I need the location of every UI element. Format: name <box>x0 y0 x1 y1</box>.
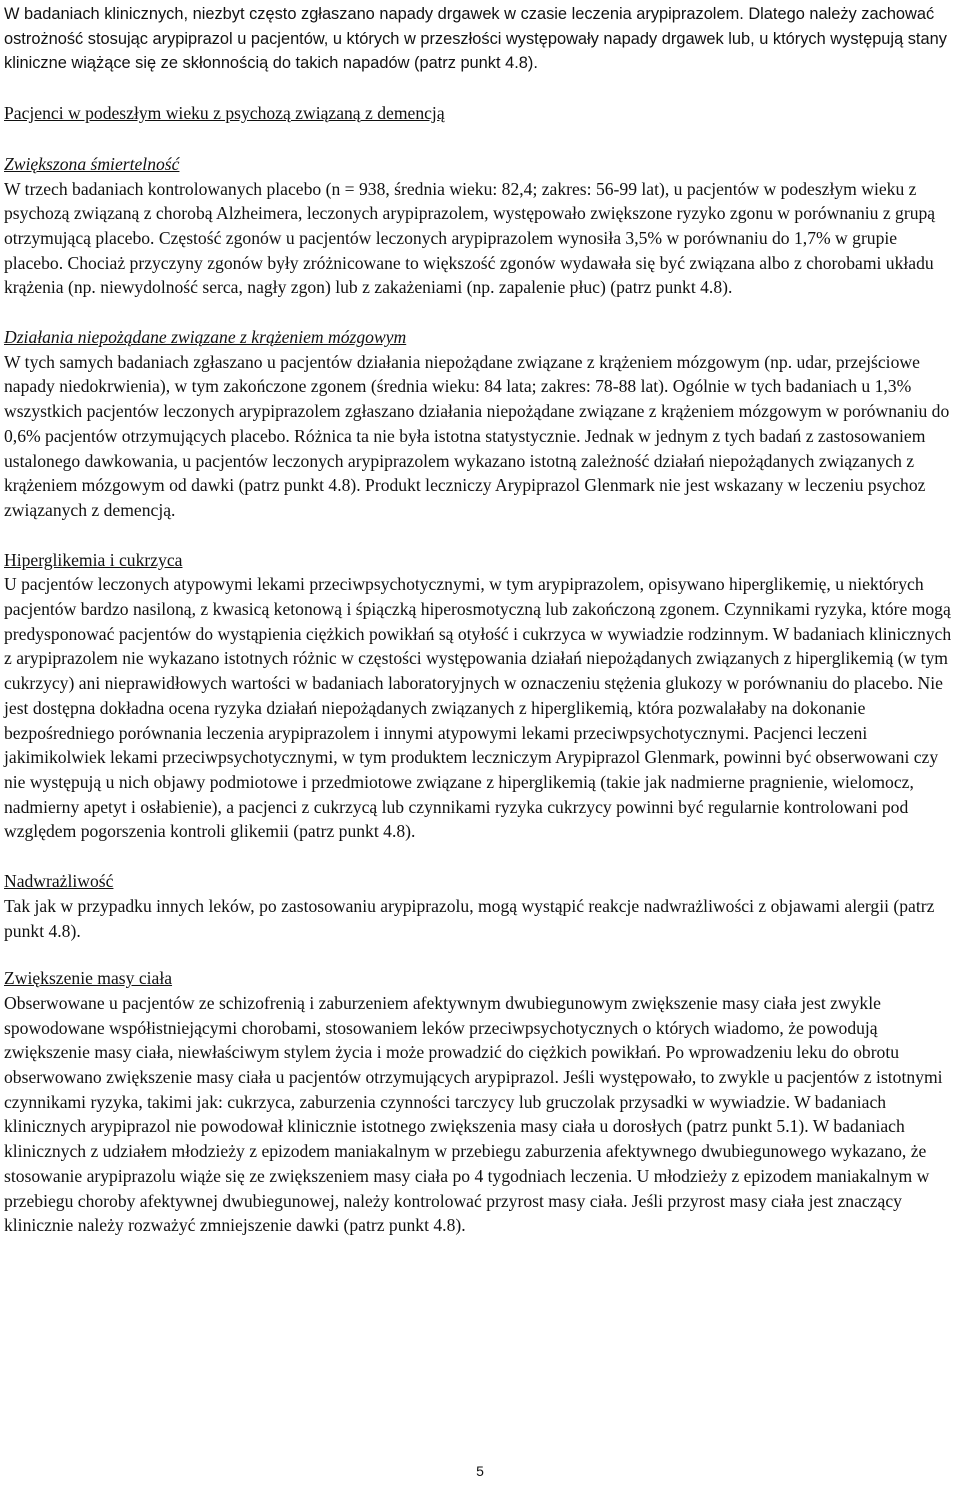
cerebrovascular-paragraph: W tych samych badaniach zgłaszano u pacjentów działania niepożądane związane z krążeniem mózgowym (np. udar, przejściowe napady niedokrwienia), w tym zakończone zgonem (średnia wieku: 84 lata; zakres: 78-88 lat). Ogólnie w tych badaniach u 1,3% wszystkich pacjentów leczonych arypiprazolem zgłaszano działania niepożądane związane z krążeniem mózgowym w porównaniu do 0,6% pacjentów otrzymujących placebo. Różnica ta nie była istotna statystycznie. Jednak w jednym z tych badań z zastosowaniem ustalonego dawkowania, u pacjentów leczonych arypiprazolem wykazano istotną zależność działań niepożądanych związanych z krążeniem mózgowym od dawki (patrz punkt 4.8). Produkt leczniczy Arypiprazol Glenmark nie jest wskazany w leczeniu psychoz związanych z demencją. <box>4 351 950 520</box>
weight-gain-paragraph: Obserwowane u pacjentów ze schizofrenią i zaburzeniem afektywnym dwubiegunowym zwiększenie masy ciała jest zwykle spowodowane współistniejącymi chorobami, stosowaniem leków przeciwpsychotycznych o których wiadomo, że powodują zwiększenie masy ciała, niewłaściwym stylem życia i może prowadzić do ciężkich powikłań. Po wprowadzeniu leku do obrotu obserwowano zwiększenie masy ciała u pacjentów otrzymujących arypiprazol. Jeśli występowało, to zwykle u pacjentów z istotnymi czynnikami ryzyka, takimi jak: cukrzyca, zaburzenia czynności tarczycy lub gruczolak przysadki w wywiadzie. W badaniach klinicznych arypiprazol nie powodował klinicznie istotnego zwiększenia masy ciała u dorosłych (patrz punkt 5.1). W badaniach klinicznych z udziałem młodzieży z epizodem maniakalnym w przebiegu zaburzenia afektywnego dwubiegunowego wykazano, że stosowanie arypiprazolu wiąże się ze zwiększeniem masy ciała po 4 tygodniach leczenia. U młodzieży z epizodem maniakalnym w przebiegu choroby afektywnej dwubiegunowej, należy kontrolować przyrost masy ciała. Jeśli przyrost masy ciała jest znaczący klinicznie należy rozważyć zmniejszenie dawki (patrz punkt 4.8). <box>4 992 943 1236</box>
weight-gain-heading: Zwiększenie masy ciała <box>4 968 173 989</box>
hyperglycemia-heading: Hiperglikemia i cukrzyca <box>4 549 183 570</box>
cerebrovascular-heading: Działania niepożądane związane z krążeniem mózgowym <box>4 327 407 348</box>
hypersensitivity-heading: Nadwrażliwość <box>4 871 114 892</box>
elderly-dementia-heading: Pacjenci w podeszłym wieku z psychozą związaną z demencją <box>4 103 445 124</box>
hypersensitivity-paragraph: Tak jak w przypadku innych leków, po zastosowaniu arypiprazolu, mogą wystąpić reakcje nadwrażliwości z objawami alergii (patrz punkt 4.8). <box>4 895 935 941</box>
page-number: 5 <box>476 1463 484 1479</box>
mortality-paragraph: W trzech badaniach kontrolowanych placebo (n = 938, średnia wieku: 82,4; zakres: 56-99 lat), u pacjentów w podeszłym wieku z psychozą związaną z chorobą Alzheimera, leczonych arypiprazolem, występowało zwiększone ryzyko zgonu w porównaniu z grupą otrzymującą placebo. Częstość zgonów u pacjentów leczonych arypiprazolem wynosiła 3,5% w porównaniu do 1,7% w grupie placebo. Chociaż przyczyny zgonów były zróżnicowane to większość zgonów wydawała się być związana albo z chorobami układu krążenia (np. niewydolność serca, nagły zgon) lub z zakażeniami (np. zapalenie płuc) (patrz punkt 4.8). <box>4 178 936 298</box>
document-page <box>4 2 958 1238</box>
seizures-paragraph: W badaniach klinicznych, niezbyt często zgłaszano napady drgawek w czasie leczenia arypiprazolem. Dlatego należy zachować ostrożność stosując arypiprazol u pacjentów, u których w przeszłości występowały napady drgawek lub, u których występują stany kliniczne wiążące się ze skłonnością do takich napadów (patrz punkt 4.8). <box>4 5 947 73</box>
hyperglycemia-paragraph: U pacjentów leczonych atypowymi lekami przeciwpsychotycznymi, w tym arypiprazolem, opisywano hiperglikemię, u niektórych pacjentów bardzo nasiloną, z kwasicą ketonową i śpiączką hiperosmotyczną lub zakończoną zgonem. Czynnikami ryzyka, które mogą predysponować pacjentów do wystąpienia ciężkich powikłań są otyłość i cukrzyca w wywiadzie rodzinnym. W badaniach klinicznych z arypiprazolem nie wykazano istotnych różnic w częstości występowania działań niepożądanych związanych z hiperglikemią (w tym cukrzycy) ani nieprawidłowych wartości w badaniach laboratoryjnych w oznaczeniu stężenia glukozy w porównaniu do placebo. Nie jest dostępna dokładna ocena ryzyka działań niepożądanych związanych z hiperglikemią, która pozwalałaby na dokonanie bezpośredniego porównania leczenia arypiprazolem i innymi atypowymi lekami przeciwpsychotycznymi. Pacjenci leczeni jakimikolwiek lekami przeciwpsychotycznymi, w tym produktem leczniczym Arypiprazol Glenmark, powinni być obserwowani czy nie występują u nich objawy podmiotowe i przedmiotowe związane z hiperglikemią (takie jak nadmierne pragnienie, wielomocz, nadmierny apetyt i osłabienie), a pacjenci z cukrzycą lub czynnikami ryzyka cukrzycy powinni być regularnie kontrolowani pod względem pogorszenia kontroli glikemii (patrz punkt 4.8). <box>4 574 952 842</box>
mortality-heading: Zwiększona śmiertelność <box>4 153 180 174</box>
